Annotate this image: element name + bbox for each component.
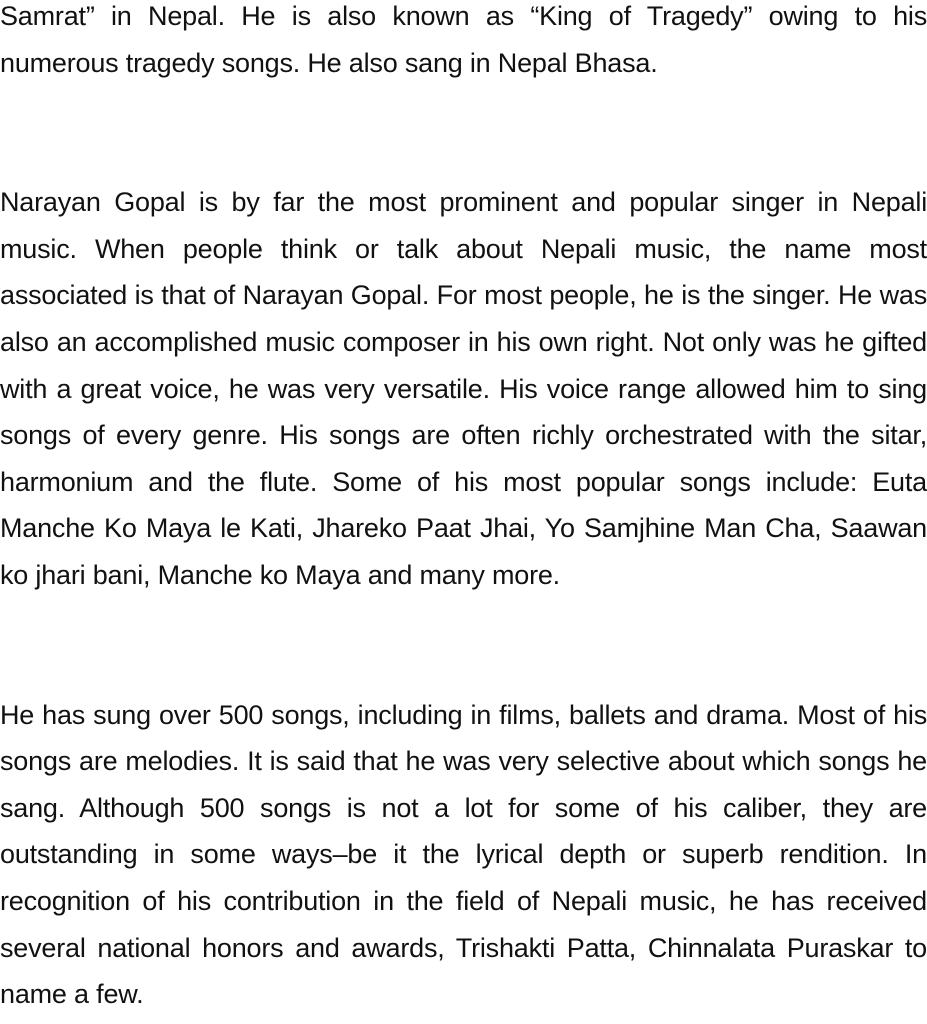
paragraph-spacer [0, 86, 927, 179]
paragraph-intro-continuation: Samrat” in Nepal. He is also known as “King of Tragedy” owing to his numerous tragedy songs. He also sang in Nepal Bhasa. [0, 1, 927, 78]
paragraph-spacer [0, 599, 927, 692]
paragraph-songs-and-honors: He has sung over 500 songs, including in films, ballets and drama. Most of his songs are melodies. It is said that he was very selective about which songs he sang. Although 500 songs is not a lot for some of his caliber, they are outstanding in some ways–be it the lyrical depth or superb rendition. In recognition of his contribution in the field of Nepali music, he has received several national honors and awards, Trishakti Patta, Chinnalata Puraskar to name a few. [0, 699, 927, 1010]
paragraph-narayan-gopal-profile: Narayan Gopal is by far the most prominent and popular singer in Nepali music. When people think or talk about Nepali music, the name most associated is that of Narayan Gopal. For most people, he is the singer. He was also an accomplished music composer in his own right. Not only was he gifted with a great voice, he was very versatile. His voice range allowed him to sing songs of every genre. His songs are often richly orchestrated with the sitar, harmonium and the flute. Some of his most popular songs include: Euta Manche Ko Maya le Kati, Jhareko Paat Jhai, Yo Samjhine Man Cha, Saawan ko jhari bani, Manche ko Maya and many more. [0, 187, 927, 590]
